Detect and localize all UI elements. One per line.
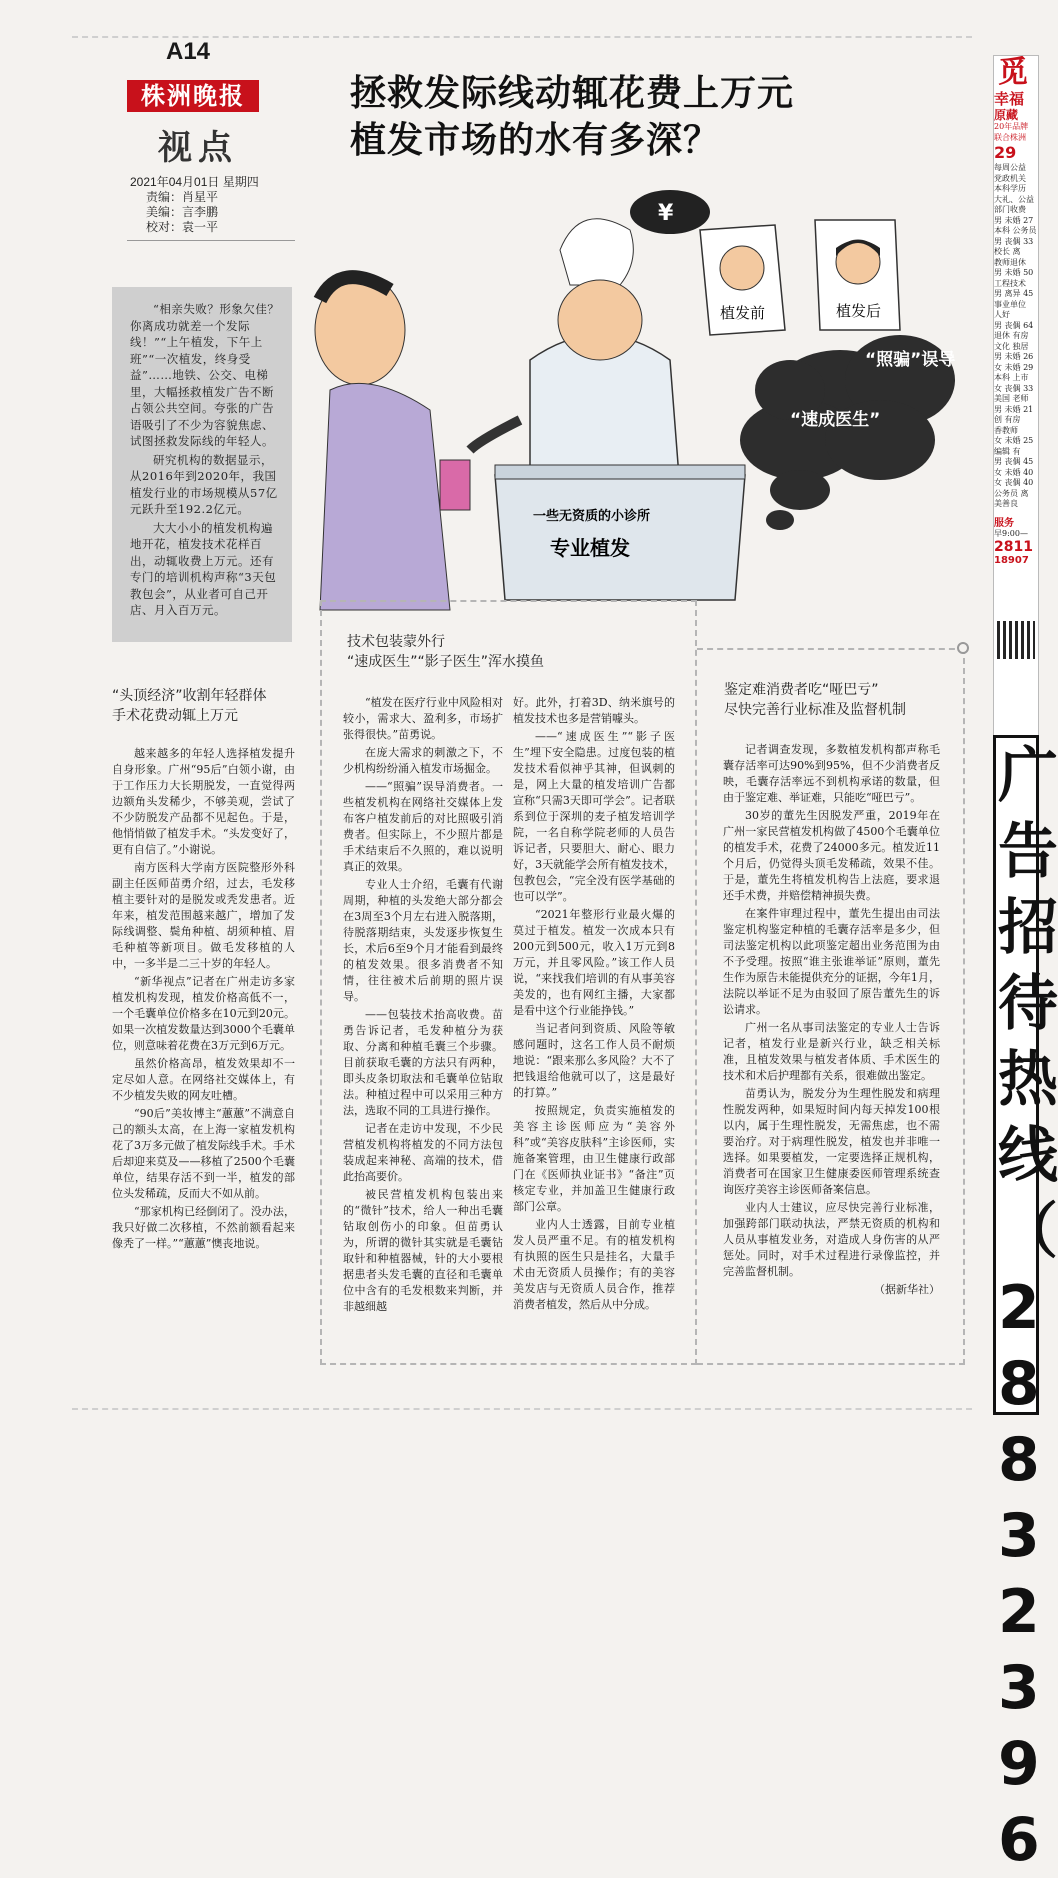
hotline-char: 告 [998,817,1058,887]
ad-entry: 男 未婚 27 [994,215,1034,225]
ad-entry: 退休 有房 [994,331,1029,340]
podium-bottom-text: 专业植发 [550,536,630,560]
ad-title: 觅 [998,55,1028,90]
body-paragraph: “2021年整形行业最火爆的莫过于植发。植发一次成本只有200元到500元，收入1万元到8万元，并且零风险。”该工作人员说，“来找我们培训的有从事美容美发的，也有网红主播，大家都是看中这个行业能挣钱。” [513,908,675,1017]
ad-entry: 香教师 [994,425,1018,435]
body-paragraph: “植发在医疗行业中风险相对较小，需求大、盈利多，市场扩张得很快。”苗勇说。 [343,696,503,741]
intro-box [112,287,292,642]
section1-subhead-line-1: “头顶经济”收割年轻群体 [112,688,267,704]
body-paragraph: 好。此外，打着3D、纳米旗号的植发技术也多是营销噱头。 [513,696,675,725]
section3-subhead-line-2: 尽快完善行业标准及监督机制 [724,702,906,718]
body-paragraph: 业内人士透露，目前专业植发人员严重不足。有的植发机构有执照的医生只是挂名，大量手术由无资质人员操作；有的美容美发店与无资质人员合作，推荐消费者植发，然后从中分成。 [513,1218,675,1311]
hotline-char: 2 [998,1273,1040,1343]
ad-hours: 早9:00— [994,528,1028,538]
ad-entry: 公务员 离 [994,488,1029,498]
smoke-label-1: “照骗”误导 [865,350,956,370]
section3-subhead-line-1: 鉴定难消费者吃“哑巴亏” [724,682,879,698]
body-paragraph: 广州一名从事司法鉴定的专业人士告诉记者，植发行业是新兴行业，缺乏相关标准，且植发效果与植发者体质、手术医生的技术和术后护理都有关系，很难做出鉴定。 [723,1021,940,1082]
hotline-char: 3 [998,1653,1040,1723]
ad-entry: 本科学历 [994,184,1026,193]
section2-subhead-line-2: “速成医生”“影子医生”浑水摸鱼 [347,654,545,670]
ad-line: 幸福 [994,90,1025,108]
ad-entry: 女 丧偶 33 [994,383,1034,393]
ad-entry: 文化 独居 [994,341,1029,351]
intro-paragraph: “相亲失败？形象欠佳？你离成功就差一个发际线！”“上午植发，下午上班”“一次植发，终身受益”……地铁、公交、电梯里，大幅拯救植发广告不断占领公共空间。夸张的广告语吸引了不少为容貌焦虑、试图拯救发际线的年轻人。 [130,302,280,448]
ad-entry: 男 未婚 26 [994,352,1034,361]
ad-entries [994,163,1038,510]
body-paragraph: 当记者问到资质、风险等敏感问题时，这名工作人员不耐烦地说：“跟来那么多风险？大不了把钱退给他就可以了，这是最好的打算。” [513,1022,675,1099]
body-paragraph: 30岁的董先生因脱发严重，2019年在广州一家民营植发机构做了4500个毛囊单位的植发手术，花费了24000多元。植发近11个月后，仍觉得头顶毛发稀疏，效果不佳。于是，董先生将植发机构告上法庭，要求退还手术费，并赔偿精神损失费。 [723,809,940,902]
yen-symbol: ¥ [658,201,674,226]
before-photo-card [700,225,785,335]
body-paragraph: “90后”美妆博主“蕙蕙”不满意自己的额头太高，在上海一家植发机构花了3万多元做了植发际线手术。手术后却迎来莫及——移植了2500个毛囊单位，结果存活不到一半，植发的部位头发稀疏，反而大不如从前。 [112,1107,295,1200]
body-paragraph: 苗勇认为，脱发分为生理性脱发和病理性脱发两种，如果短时间内每天掉发100根以内，属于生理性脱发，无需焦虑，也不需要治疗。对于病理性脱发，植发也并非唯一选择。如果要植发，一定要选择正规机构，消费者可在国家卫生健康委医师管理系统查询医疗美容主诊医师备案信息。 [723,1087,940,1196]
ad-entry: 党政机关 [994,173,1026,183]
headline-line-1: 拯救发际线动辄花费上万元 [350,73,795,114]
ad-column [993,55,1058,1875]
hotline-char: 线 [998,1121,1058,1191]
body-paragraph: ——“速成医生”“影子医生”埋下安全隐患。过度包装的植发技术看似神乎其神，但讽刺的是，网上大量的植发培训广告都宣称“只需3天即可学会”。记者联系到位于深圳的麦子植发培训学院，一名自称学院老师的人员告诉记者，只要胆大、耐心、眼力好，3天就能学会所有植发技术，包教包会，“完全没有医学基础的也可以学”。 [513,730,675,903]
ad-entry: 大礼、公益 [994,194,1034,204]
ad-service: 服务 [994,517,1014,529]
ad-entry: 本科 公务员 [994,226,1037,235]
page-date: 2021年04月01日 星期四 [130,175,259,189]
qr-code-icon [997,621,1035,659]
meta-rule [127,240,295,241]
ad-entry: 男 丧偶 45 [994,457,1034,466]
body-paragraph: 业内人士建议，应尽快完善行业标准，加强跨部门联动执法，严禁无资质的机构和人员从事植发业务，对造成人身伤害的从严惩处。同时，对手术过程进行录像监控，并完善监督机制。 [723,1201,940,1278]
podium-top-text: 一些无资质的小诊所 [533,509,651,524]
section3-subhead [724,680,906,720]
body-paragraph: “新华视点”记者在广州走访多家植发机构发现，植发价格高低不一，一个毛囊单位价格多在10元到20元。如果一次植发数量达到3000个毛囊单位，则意味着花费在3万元到6万元。 [112,975,295,1052]
after-photo-card [815,220,900,330]
ad-entry: 美国 老师 [994,394,1029,403]
young-man [315,275,470,610]
doctor-hat [560,190,710,285]
ad-entry: 女 未婚 40 [994,467,1034,477]
intro-paragraph: 研究机构的数据显示，从2016年到2020年，我国植发行业的市场规模从57亿元跃升至192.2亿元。 [130,452,278,516]
ad-entry: 创 有房 [994,415,1021,424]
bottom-divider [72,1408,972,1410]
ad-phone: 18907 [994,555,1029,566]
section3-body [723,742,940,1300]
headline-line-2: 植发市场的水有多深？ [350,120,721,161]
ad-line: 20年品牌 [994,122,1029,131]
page-number: A14 [166,38,211,65]
before-label: 植发前 [720,304,766,322]
ad-entry: 部门收费 [994,205,1026,214]
hotline-char: 3 [998,1501,1040,1571]
section1-subhead-line-2: 手术花费动辄上万元 [112,708,238,724]
ad-phone: 2811 [994,539,1033,555]
section2-column-a [343,695,503,1317]
main-headline [350,70,794,164]
editor-credit: 责编：肖星平 [146,190,219,204]
proofreader-credit: 校对：袁一平 [146,220,219,234]
ad-entry: 男 丧偶 33 [994,236,1034,246]
hotline-char: 广 [998,741,1058,811]
hotline-char: 9 [998,1729,1040,1799]
ad-entry: 事业单位 [994,299,1026,309]
ad-entry: 人好 [994,310,1010,319]
hotline-char: 2 [998,1577,1040,1647]
hotline-char: 8 [998,1425,1040,1495]
hotline-char: 8 [998,1349,1040,1419]
page-meta [130,175,259,235]
ad-line: 原藏 [994,108,1019,122]
newspaper-masthead: 株洲晚报 [127,80,259,112]
section-title: 视点 [158,128,238,168]
ad-entry: 女 未婚 29 [994,362,1034,372]
ad-entry: 男 未婚 50 [994,268,1034,277]
ad-entry: 美善良 [994,499,1018,508]
body-paragraph: 南方医科大学南方医院整形外科副主任医师苗勇介绍，过去，毛发移植主要针对的是脱发或秃发患者。近年来，植发范围越来越广，增加了发际线调整、鬓角种植、胡须种植、眉毛种植等新项目。做毛发移植的人中，一多半是二三十岁的年轻人。 [112,861,295,970]
body-paragraph: 被民营植发机构包装出来的“微针”技术，给人一种出毛囊钻取创伤小的印象。但苗勇认为，所谓的微针其实就是毛囊钻取针和种植器械，针的大小要根据患者头发毛囊的直径和毛囊单位中含有的毛发根数来判断，并非越细越 [343,1188,503,1313]
ad-entry: 女 丧偶 40 [994,478,1034,487]
matchmaking-ad [993,55,1039,745]
hotline-char: 6 [998,1805,1040,1875]
ad-entry: 男 离异 45 [994,289,1034,298]
podium [495,465,745,600]
ad-price: 29 [994,143,1017,162]
hotline-char: （ [998,1197,1058,1267]
frame-ring-ornament [957,642,969,654]
ad-entry: 工程技术 [994,278,1026,288]
hotline-char: 待 [998,969,1058,1039]
body-paragraph: 按照规定，负责实施植发的美容主诊医师应为“美容外科”或“美容皮肤科”主诊医师，实施备案管理，由卫生健康行政部门在《医师执业证书》“备注”页核定专业，并加盖卫生健康行政部门公章。 [513,1104,675,1213]
ad-entry: 本科 上市 [994,373,1029,382]
body-paragraph: 越来越多的年轻人选择植发提升自身形象。广州“95后”白领小谢，由于工作压力大长期脱发，一直觉得两边额角头发稀少，不够美观，尝试了不少防脱发产品都不见起色。于是，他悄悄做了植发手术。“头发变好了，更有自信了。”小谢说。 [112,747,295,856]
section1-body [112,746,295,1254]
news-source: （据新华社） [874,1283,940,1296]
body-paragraph: “那家机构已经倒闭了。没办法，我只好做二次移植，不然前额看起来像秃了一样。”“蕙蕙”懊丧地说。 [112,1205,295,1250]
body-paragraph: 在庞大需求的刺激之下，不少机构纷纷涌入植发市场掘金。 [343,746,503,775]
body-paragraph: 在案件审理过程中，董先生提出由司法鉴定机构鉴定种植的毛囊存活率是多少，但司法鉴定机构以此项鉴定超出业务范围为由不予受理。按照“谁主张谁举证”原则，董先生作为原告未能提供充分的证据，今年1月，法院以举证不足为由驳回了原告董先生的诉讼请求。 [723,907,940,1016]
designer-credit: 美编：言李鹏 [146,205,219,219]
ad-entry: 校长 离 [994,247,1021,256]
body-paragraph: 记者调查发现，多数植发机构都声称毛囊存活率可达90%到95%，但不少消费者反映，毛囊存活率远不到机构承诺的数量，但由于鉴定难、举证难，只能吃“哑巴亏”。 [723,743,940,804]
body-paragraph: ——包装技术抬高收费。苗勇告诉记者，毛发种植分为获取、分离和种植毛囊三个步骤。目前获取毛囊的方法只有两种，即头皮条切取法和毛囊单位钻取法。种植过程中可以采用三种方法，选取不同的工具进行操作。 [343,1008,503,1117]
body-paragraph: ——“照骗”误导消费者。一些植发机构在网络社交媒体上发布客户植发前后的对比照吸引消费者。但实际上，不少照片都是手术结束后不久照的，难以说明真正的效果。 [343,780,503,873]
body-paragraph: 记者在走访中发现，不少民营植发机构将植发的不同方法包装成起来神秘、高端的技术，借此抬高要价。 [343,1122,503,1183]
section2-subhead [347,632,544,672]
intro-paragraph: 大大小小的植发机构遍地开花，植发技术花样百出，动辄收费上万元。还有专门的培训机构声称“3天包教包会”，从业者可自己开店、月入百万元。 [130,520,277,617]
section2-subhead-line-1: 技术包装蒙外行 [347,634,445,650]
ad-entry: 编辑 有 [994,446,1021,456]
ad-entry: 女 未婚 25 [994,436,1034,445]
ad-entry: 教师退休 [994,257,1026,267]
hotline-char: 招 [998,893,1058,963]
smoke-label-2: “速成医生” [790,410,881,430]
body-paragraph: 虽然价格高昂，植发效果却不一定尽如人意。在网络社交媒体上，有不少植发失败的网友吐槽。 [112,1057,295,1102]
ad-entry: 男 丧偶 64 [994,320,1034,330]
ad-entry: 男 未婚 21 [994,404,1034,414]
ad-entry: 每周公益 [994,163,1026,172]
hotline-char: 热 [998,1045,1058,1115]
section1-subhead [112,686,267,726]
section2-column-b [513,695,675,1315]
after-label: 植发后 [836,302,882,320]
ad-line: 联合株洲 [994,132,1026,142]
ad-hotline-banner [993,735,1058,1875]
body-paragraph: 专业人士介绍，毛囊有代谢周期，种植的头发绝大部分都会在3周至3个月左右进入脱落期，待脱落期结束，头发逐步恢复生长，术后6至9个月才能看到最终的植发效果。很多消费者不知情，往往被术后前期的照片误导。 [343,878,503,1003]
cartoon-illustration [280,190,980,610]
